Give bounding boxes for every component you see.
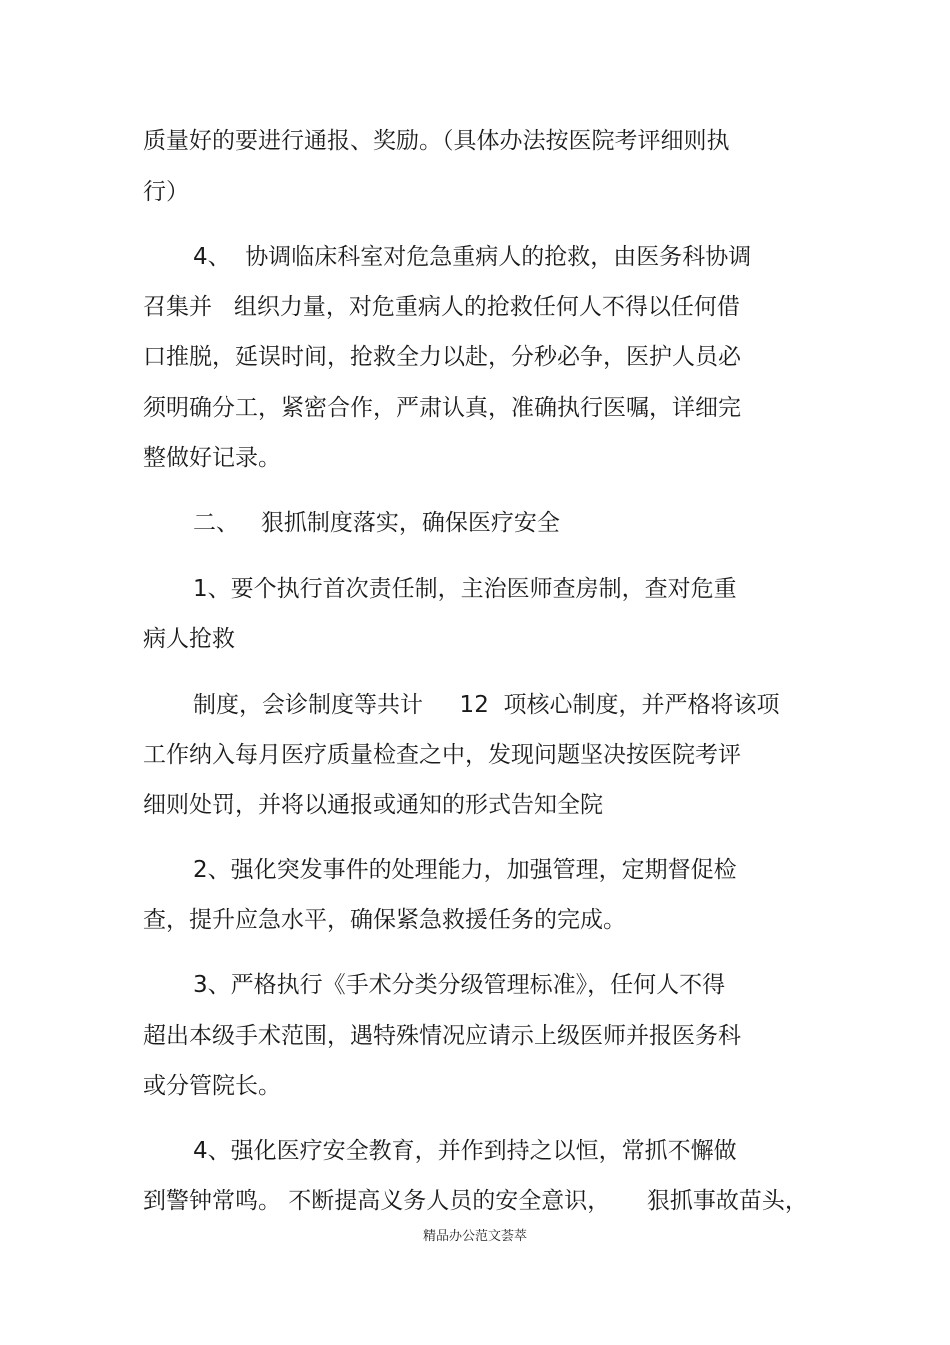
text-line: 超出本级手术范围，遇特殊情况应请示上级医师并报医务科 — [143, 1023, 741, 1049]
text-line: 须明确分工，紧密合作，严肃认真，准确执行医嘱，详细完 — [143, 395, 741, 421]
text-line: 查，提升应急水平，确保紧急救援任务的完成。 — [143, 907, 626, 933]
text-line: 3、严格执行《手术分类分级管理标准》，任何人不得 — [193, 972, 726, 998]
section-heading: 二、 狠抓制度落实，确保医疗安全 — [193, 510, 560, 536]
text-line: 4、 协调临床科室对危急重病人的抢救，由医务科协调 — [193, 244, 752, 270]
text-line: 整做好记录。 — [143, 445, 281, 471]
text-line: 或分管院长。 — [143, 1073, 281, 1099]
text-line: 行） — [143, 179, 189, 205]
page-footer: 精品办公范文荟萃 — [422, 1229, 527, 1244]
text-line: 2、强化突发事件的处理能力，加强管理，定期督促检 — [193, 857, 737, 883]
text-line: 细则处罚，并将以通报或通知的形式告知全院 — [143, 792, 603, 818]
text-line: 病人抢救 — [143, 626, 235, 652]
text-line: 制度，会诊制度等共计 12 项核心制度，并严格将该项 — [193, 692, 780, 718]
text-line: 到警钟常鸣。 不断提高义务人员的安全意识， 狠抓事故苗头， — [143, 1188, 808, 1214]
text-line: 工作纳入每月医疗质量检查之中，发现问题坚决按医院考评 — [143, 742, 741, 768]
text-line: 召集并 组织力量，对危重病人的抢救任何人不得以任何借 — [143, 294, 740, 320]
text-line: 质量好的要进行通报、奖励。（具体办法按医院考评细则执 — [143, 128, 730, 154]
text-line: 1、要个执行首次责任制，主治医师查房制，查对危重 — [193, 576, 737, 602]
text-line: 4、强化医疗安全教育，并作到持之以恒，常抓不懈做 — [193, 1138, 737, 1164]
text-line: 口推脱，延误时间，抢救全力以赴，分秒必争，医护人员必 — [143, 344, 741, 370]
